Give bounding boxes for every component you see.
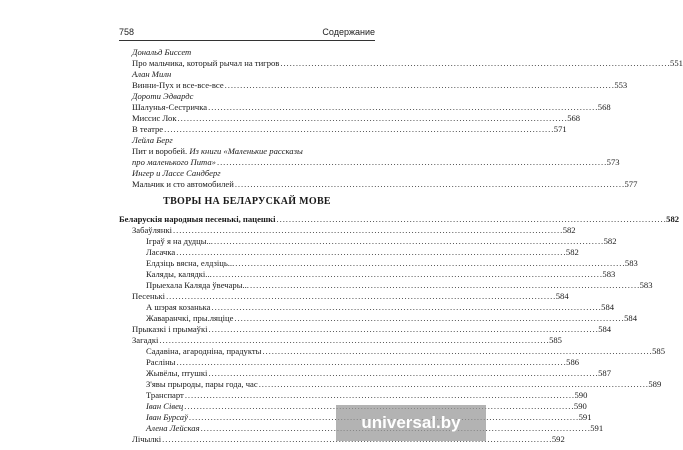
toc-entry-title: Іграў я на дудцы... (146, 236, 213, 246)
toc-entry[interactable] (146, 247, 579, 258)
toc-page-number: 583 (639, 280, 653, 290)
toc-entry-title: Іван Сівец (146, 401, 184, 411)
toc-entry[interactable] (132, 102, 611, 113)
toc-page-number: 571 (553, 124, 567, 134)
toc-page-number: 589 (648, 379, 662, 389)
toc-page-number: 582 (603, 236, 617, 246)
toc-entry[interactable] (146, 368, 611, 379)
toc-entry-title: Садавіна, агародніна, прадукты (146, 346, 262, 356)
toc-entry-title: Транспарт (146, 390, 184, 400)
toc-page-number: 573 (606, 157, 620, 167)
toc-page-number: 551 (670, 58, 683, 68)
toc-entry[interactable] (132, 291, 569, 302)
toc-page-number: 584 (601, 302, 615, 312)
toc-entry-title: Загадкі (132, 335, 159, 345)
toc-entry-subtitle: Из книги «Маленькие рассказы (189, 146, 303, 156)
toc-page-number: 592 (551, 434, 565, 444)
toc-page-number: 582 (666, 214, 680, 224)
dot-leader (178, 113, 567, 124)
toc-entry-title: Песенькі (132, 291, 166, 301)
dot-leader (225, 80, 614, 91)
toc-page-number: 583 (624, 258, 638, 268)
dot-leader (173, 225, 562, 236)
dot-leader (234, 313, 623, 324)
toc-entry-title: Іван Бурсаў (146, 412, 188, 422)
dot-leader (213, 269, 602, 280)
toc-entry[interactable] (146, 280, 653, 291)
toc-entry[interactable] (146, 236, 617, 247)
toc-entry[interactable] (132, 80, 628, 91)
toc-page-number: 591 (590, 423, 604, 433)
toc-page-number: 582 (562, 225, 576, 235)
dot-leader (280, 58, 669, 69)
toc-entry-title: З'явы прыроды, пары года, час (146, 379, 258, 389)
toc-page-number: 590 (573, 401, 587, 411)
toc-page-number: 584 (555, 291, 569, 301)
toc-entry-title-line (132, 146, 303, 157)
toc-page-number: 590 (574, 390, 588, 400)
toc-entry-title: Прыказкі і прымаўкі (132, 324, 208, 334)
toc-entry[interactable] (146, 258, 638, 269)
toc-author (132, 135, 173, 146)
toc-author-name: Дороти Эдвардс (132, 91, 194, 101)
dot-leader (159, 335, 548, 346)
section-title: ТВОРЫ НА БЕЛАРУСКАЙ МОВЕ (163, 196, 331, 207)
toc-entry-title: Прыехала Каляда ўвечары... (146, 280, 249, 290)
watermark-logo: universal.by (336, 405, 486, 441)
toc-page-number: 591 (578, 412, 592, 422)
dot-leader (259, 379, 648, 390)
dot-leader (208, 102, 597, 113)
toc-page-number: 586 (566, 357, 580, 367)
toc-entry[interactable] (132, 324, 612, 335)
dot-leader (235, 258, 624, 269)
toc-author-name: Ингер и Лассе Сандберг (132, 168, 221, 178)
toc-entry-title: Винни-Пух и все-все-все (132, 80, 224, 90)
toc-page-number: 568 (567, 113, 581, 123)
toc-page-number: 587 (598, 368, 611, 378)
toc-entry[interactable] (119, 214, 680, 225)
dot-leader (208, 368, 597, 379)
toc-entry-title: В театре (132, 124, 164, 134)
dot-leader (164, 124, 553, 135)
toc-entry[interactable] (146, 302, 615, 313)
toc-entry[interactable] (146, 379, 662, 390)
toc-entry[interactable] (146, 269, 616, 280)
toc-author (132, 47, 191, 58)
toc-entry-title: А шэрая козанька (146, 302, 211, 312)
dot-leader (176, 357, 565, 368)
toc-author-name: Дональд Биссет (132, 47, 192, 57)
toc-author (132, 168, 221, 179)
toc-author (132, 69, 171, 80)
toc-entry[interactable] (146, 357, 580, 368)
dot-leader (235, 179, 624, 190)
dot-leader (176, 247, 565, 258)
toc-entry-title: Алена Лейская (146, 423, 200, 433)
toc-entry-title: Миссис Лок (132, 113, 177, 123)
toc-entry-title: Жывёлы, птушкі (146, 368, 208, 378)
toc-entry[interactable] (132, 113, 581, 124)
toc-entry[interactable] (146, 390, 588, 401)
toc-entry-title: Забаўлянкі (132, 225, 173, 235)
toc-entry[interactable] (132, 124, 567, 135)
toc-entry[interactable] (132, 225, 576, 236)
dot-leader (277, 214, 666, 225)
toc-entry[interactable] (146, 346, 665, 357)
toc-page-number: 582 (565, 247, 579, 257)
toc-page-number: 553 (614, 80, 628, 90)
dot-leader (217, 157, 606, 168)
toc-entry-title: Елдзіць вясна, елдзіць... (146, 258, 235, 268)
dot-leader (250, 280, 639, 291)
toc-page-number: 585 (652, 346, 665, 356)
toc-entry-title: Расліны (146, 357, 176, 367)
toc-entry-title: Лічылкі (132, 434, 162, 444)
dot-leader (262, 346, 651, 357)
toc-page-number: 568 (597, 102, 611, 112)
toc-entry-title: Шалунья-Сестричка (132, 102, 208, 112)
toc-entry[interactable] (132, 58, 683, 69)
dot-leader (166, 291, 555, 302)
toc-entry-title: Пит и воробей. (132, 146, 188, 156)
toc-page-number: 577 (624, 179, 638, 189)
toc-entry-title: Про мальчика, который рычал на тигров (132, 58, 280, 68)
toc-page-number: 583 (602, 269, 616, 279)
page-number: 758 (119, 27, 135, 37)
toc-entry-title: Беларускія народныя песенькі, пацешкі (119, 214, 276, 224)
toc-entry[interactable] (132, 179, 638, 190)
toc-author-name: Лейла Берг (132, 135, 173, 145)
dot-leader (209, 324, 598, 335)
toc-entry-title: Ласачка (146, 247, 176, 257)
toc-entry-title: про маленького Пита» (132, 157, 216, 167)
toc-entry-title: Жаваранчкі, пры.ляціце (146, 313, 234, 323)
dot-leader (212, 302, 601, 313)
toc-page-number: 585 (549, 335, 562, 345)
toc-entry[interactable] (146, 313, 637, 324)
dot-leader (185, 390, 574, 401)
toc-entry[interactable] (132, 157, 620, 168)
dot-leader (214, 236, 603, 247)
toc-author-name: Алан Милн (132, 69, 172, 79)
toc-page-number: 584 (624, 313, 637, 323)
toc-page-number: 584 (598, 324, 612, 334)
toc-entry-title: Каляды, калядкі... (146, 269, 212, 279)
toc-entry[interactable] (132, 335, 562, 346)
toc-entry-title: Мальчик и сто автомобилей (132, 179, 234, 189)
running-title: Содержание (322, 27, 375, 37)
toc-author (132, 91, 193, 102)
